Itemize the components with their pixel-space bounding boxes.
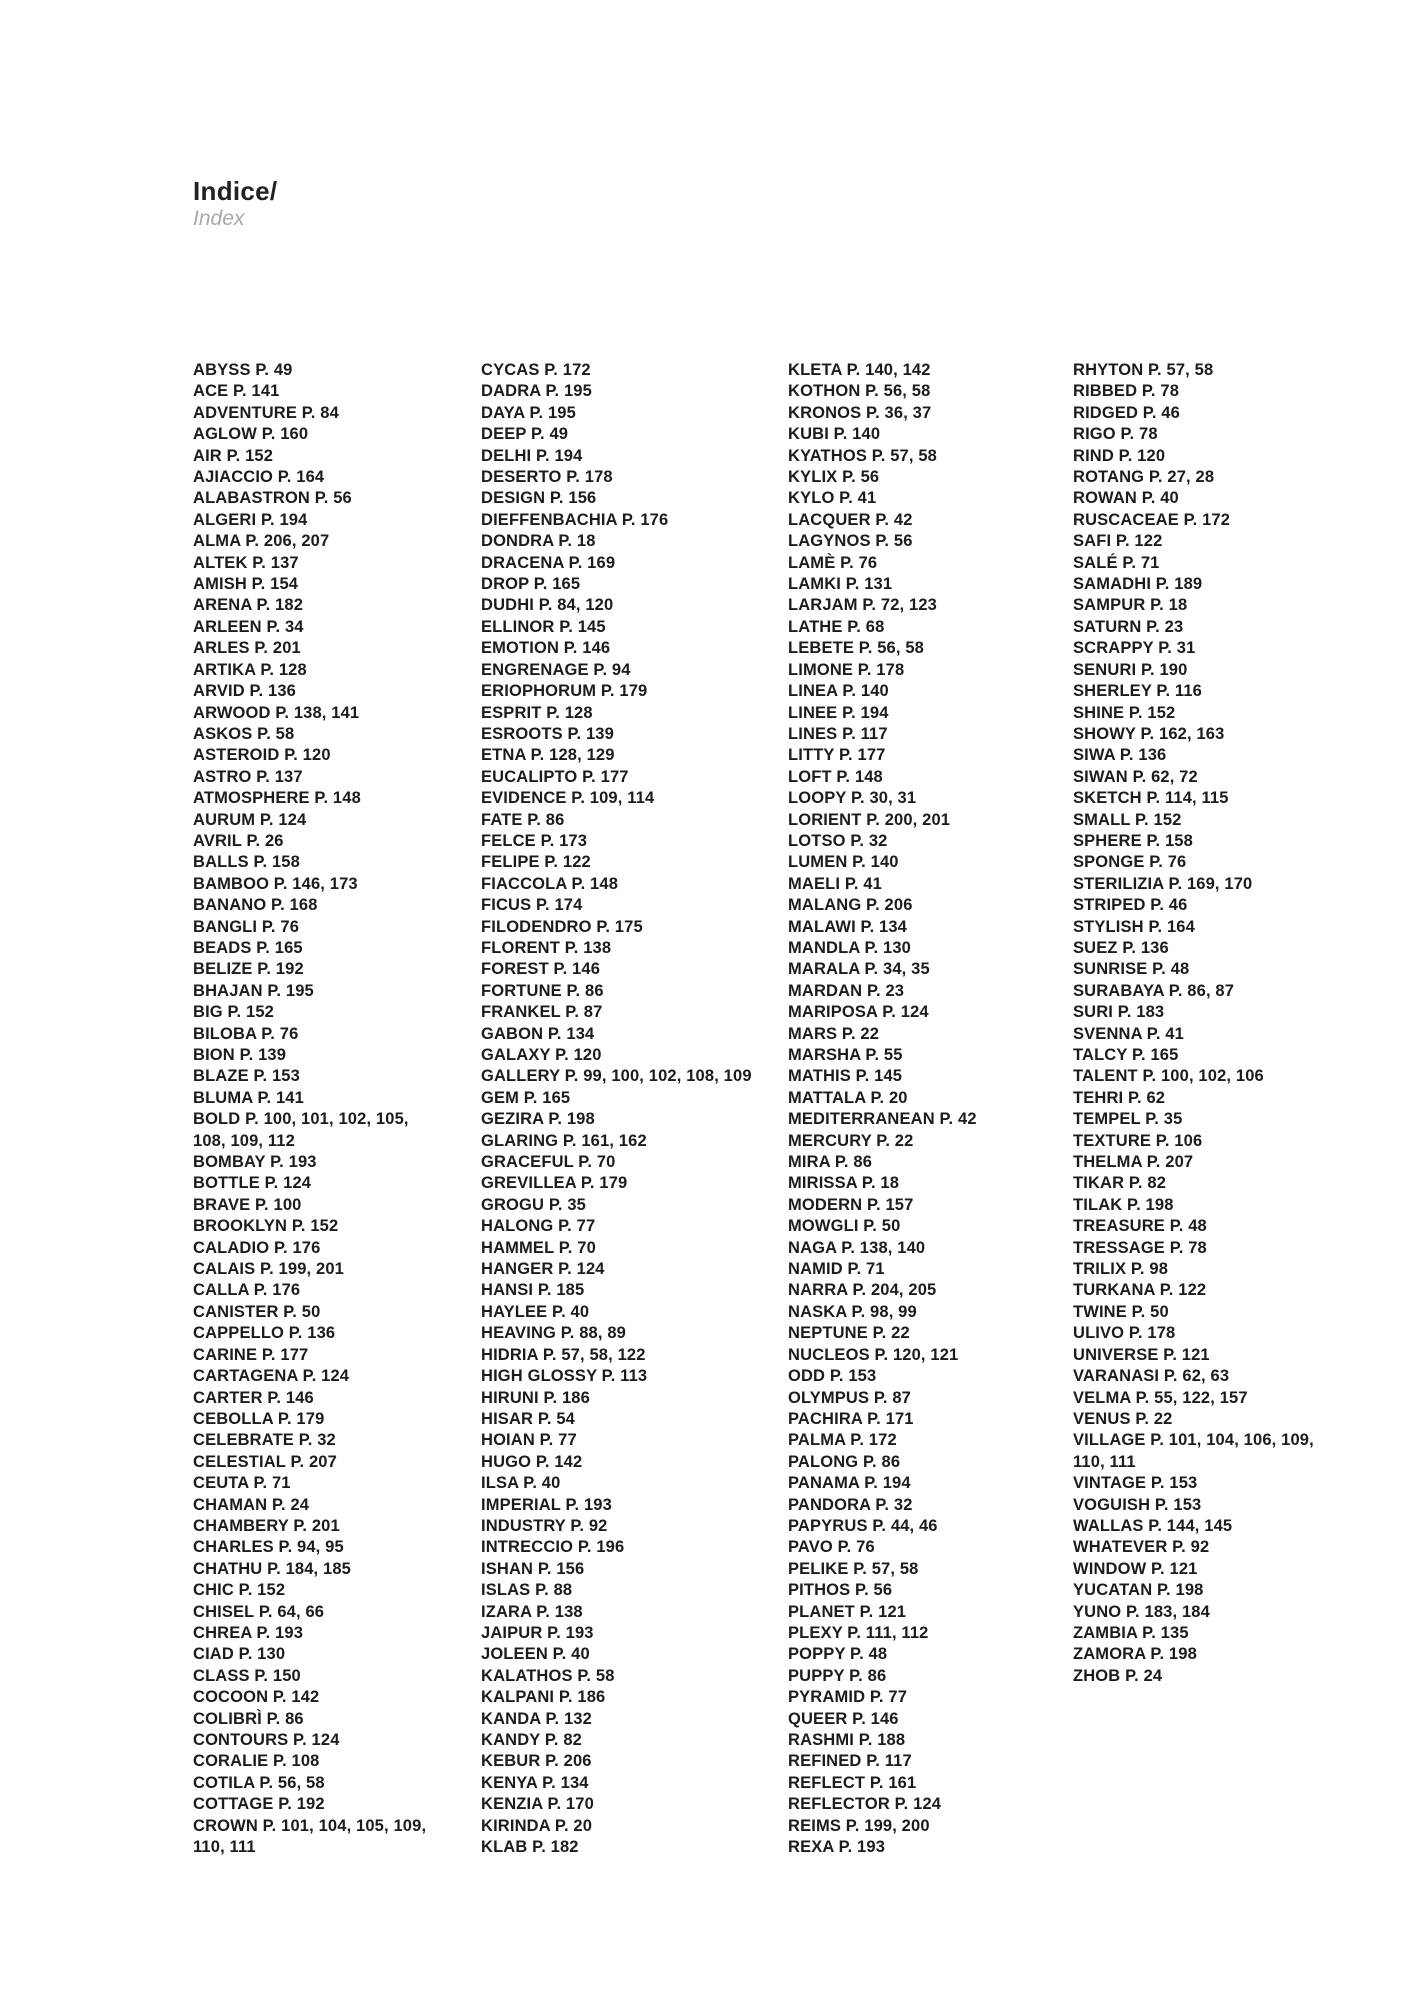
index-entry: INDUSTRY P. 92: [481, 1516, 608, 1535]
index-entry: GEM P. 165: [481, 1088, 571, 1107]
index-entry: SIWA P. 136: [1073, 746, 1167, 765]
index-entry: HISAR P. 54: [481, 1409, 575, 1428]
index-entry: MARIPOSA P. 124: [788, 1003, 929, 1022]
index-entry: PUPPY P. 86: [788, 1666, 887, 1685]
index-entry: CARINE P. 177: [193, 1345, 309, 1364]
index-entry: DAYA P. 195: [481, 403, 576, 422]
index-entry: CYCAS P. 172: [481, 361, 591, 379]
index-entry: HIDRIA P. 57, 58, 122: [481, 1345, 646, 1364]
index-entry: BOTTLE P. 124: [193, 1174, 312, 1193]
index-entry: BALLS P. 158: [193, 853, 300, 872]
index-entry: STERILIZIA P. 169, 170: [1073, 874, 1253, 893]
index-entry: JAIPUR P. 193: [481, 1623, 594, 1642]
index-entry: SAMADHI P. 189: [1073, 575, 1203, 594]
index-entry: LAMÈ P. 76: [788, 553, 878, 572]
index-entry: DELHI P. 194: [481, 446, 583, 465]
index-entry: PACHIRA P. 171: [788, 1409, 914, 1428]
index-entry: SAMPUR P. 18: [1073, 596, 1188, 615]
index-entry: KALPANI P. 186: [481, 1688, 606, 1707]
index-entry: REIMS P. 199, 200: [788, 1816, 930, 1835]
index-entry: KOTHON P. 56, 58: [788, 382, 931, 401]
index-entry: SUEZ P. 136: [1073, 938, 1169, 957]
index-entry: PAVO P. 76: [788, 1538, 875, 1557]
index-column-1: [193, 360, 438, 1858]
index-entry: LACQUER P. 42: [788, 510, 913, 529]
index-entry: CALLA P. 176: [193, 1281, 301, 1300]
index-entry: BRAVE P. 100: [193, 1195, 302, 1214]
index-entry: VARANASI P. 62, 63: [1073, 1367, 1230, 1386]
index-entry: SATURN P. 23: [1073, 617, 1184, 636]
index-header: [193, 176, 277, 232]
index-entry: KUBI P. 140: [788, 425, 881, 444]
index-entry: AURUM P. 124: [193, 810, 307, 829]
index-column-3: [788, 360, 1048, 1858]
index-entry: TALENT P. 100, 102, 106: [1073, 1067, 1264, 1086]
index-entry: FICUS P. 174: [481, 896, 583, 915]
index-entry: MEDITERRANEAN P. 42: [788, 1110, 977, 1129]
index-entry: SALÉ P. 71: [1073, 553, 1160, 572]
index-entry: ENGRENAGE P. 94: [481, 660, 631, 679]
index-entry: KENZIA P. 170: [481, 1795, 594, 1814]
index-entry: HUGO P. 142: [481, 1452, 583, 1471]
index-entry: PLANET P. 121: [788, 1602, 907, 1621]
index-entry: VINTAGE P. 153: [1073, 1474, 1198, 1493]
index-entry: STYLISH P. 164: [1073, 917, 1195, 936]
index-entry: TIKAR P. 82: [1073, 1174, 1167, 1193]
index-entry: DEEP P. 49: [481, 425, 569, 444]
index-column-2: [481, 360, 761, 1858]
index-entry: BELIZE P. 192: [193, 960, 304, 979]
index-entry: LOOPY P. 30, 31: [788, 789, 917, 808]
index-entry: ARVID P. 136: [193, 682, 296, 701]
index-entry: DESIGN P. 156: [481, 489, 597, 508]
index-entry: MALAWI P. 134: [788, 917, 908, 936]
index-entry: COCOON P. 142: [193, 1688, 320, 1707]
index-entry: HAYLEE P. 40: [481, 1302, 590, 1321]
index-entry: KEBUR P. 206: [481, 1752, 592, 1771]
index-entry: CALADIO P. 176: [193, 1238, 321, 1257]
index-entry: KYLO P. 41: [788, 489, 877, 508]
index-entry: YUCATAN P. 198: [1073, 1581, 1204, 1600]
index-entry: VILLAGE P. 101, 104, 106, 109, 110, 111: [1073, 1431, 1314, 1471]
index-entry: IMPERIAL P. 193: [481, 1495, 612, 1514]
index-entry: CHAMAN P. 24: [193, 1495, 310, 1514]
index-entry: CAPPELLO P. 136: [193, 1324, 336, 1343]
index-entry: CEUTA P. 71: [193, 1474, 291, 1493]
index-entry: MERCURY P. 22: [788, 1131, 914, 1150]
index-entry: MIRA P. 86: [788, 1153, 873, 1172]
index-entry: DADRA P. 195: [481, 382, 592, 401]
index-entry: HALONG P. 77: [481, 1217, 596, 1236]
index-entry: ACE P. 141: [193, 382, 280, 401]
index-entry: BEADS P. 165: [193, 938, 303, 957]
index-entry: LOFT P. 148: [788, 767, 883, 786]
index-entry: EUCALIPTO P. 177: [481, 767, 629, 786]
index-entry: BIG P. 152: [193, 1003, 274, 1022]
index-entry: SPONGE P. 76: [1073, 853, 1187, 872]
index-entry: VENUS P. 22: [1073, 1409, 1173, 1428]
index-entry: BAMBOO P. 146, 173: [193, 874, 358, 893]
index-entry: MARS P. 22: [788, 1024, 880, 1043]
index-entry: KYATHOS P. 57, 58: [788, 446, 937, 465]
index-entry: SMALL P. 152: [1073, 810, 1182, 829]
index-entry: LINEE P. 194: [788, 703, 889, 722]
index-entry: ALGERI P. 194: [193, 510, 308, 529]
index-entry: FORTUNE P. 86: [481, 981, 604, 1000]
index-entry: KLAB P. 182: [481, 1838, 579, 1857]
index-entry: LUMEN P. 140: [788, 853, 899, 872]
index-entry: KYLIX P. 56: [788, 468, 880, 487]
index-entry: NAMID P. 71: [788, 1260, 885, 1279]
index-entry: SURABAYA P. 86, 87: [1073, 981, 1235, 1000]
index-entry: PALMA P. 172: [788, 1431, 897, 1450]
index-entry: YUNO P. 183, 184: [1073, 1602, 1210, 1621]
index-entry: SHINE P. 152: [1073, 703, 1176, 722]
index-entry: CEBOLLA P. 179: [193, 1409, 325, 1428]
index-entry: CELESTIAL P. 207: [193, 1452, 337, 1471]
index-entry: MARALA P. 34, 35: [788, 960, 930, 979]
index-entry: CIAD P. 130: [193, 1645, 286, 1664]
index-entry: RUSCACEAE P. 172: [1073, 510, 1231, 529]
index-entry: LIMONE P. 178: [788, 660, 905, 679]
index-entry: ESPRIT P. 128: [481, 703, 593, 722]
index-entry: HANGER P. 124: [481, 1260, 605, 1279]
index-entry: EVIDENCE P. 109, 114: [481, 789, 655, 808]
index-entry: ERIOPHORUM P. 179: [481, 682, 648, 701]
index-entry: PAPYRUS P. 44, 46: [788, 1516, 938, 1535]
page-subtitle: Index: [193, 207, 245, 230]
index-entry: TURKANA P. 122: [1073, 1281, 1207, 1300]
index-entry: ARENA P. 182: [193, 596, 304, 615]
index-entry: ASTEROID P. 120: [193, 746, 331, 765]
index-entry: ARLEEN P. 34: [193, 617, 304, 636]
index-entry: TEXTURE P. 106: [1073, 1131, 1203, 1150]
index-entry: AVRIL P. 26: [193, 831, 284, 850]
page-title: Indice/: [193, 176, 278, 206]
index-entry: MARDAN P. 23: [788, 981, 905, 1000]
index-entry: STRIPED P. 46: [1073, 896, 1188, 915]
index-entry: COTTAGE P. 192: [193, 1795, 325, 1814]
index-entry: REFLECTOR P. 124: [788, 1795, 942, 1814]
index-entry: INTRECCIO P. 196: [481, 1538, 625, 1557]
index-entry: TEHRI P. 62: [1073, 1088, 1166, 1107]
index-entry: ASTRO P. 137: [193, 767, 303, 786]
index-entry: BLUMA P. 141: [193, 1088, 304, 1107]
index-entry: GROGU P. 35: [481, 1195, 586, 1214]
index-entry: KANDA P. 132: [481, 1709, 592, 1728]
index-entry: CALAIS P. 199, 201: [193, 1260, 344, 1279]
index-entry: ILSA P. 40: [481, 1474, 561, 1493]
index-entry: CHISEL P. 64, 66: [193, 1602, 325, 1621]
index-entry: CHREA P. 193: [193, 1623, 304, 1642]
index-entry: RHYTON P. 57, 58: [1073, 361, 1214, 379]
index-entry: LORIENT P. 200, 201: [788, 810, 951, 829]
index-entry: DIEFFENBACHIA P. 176: [481, 510, 669, 529]
index-entry: SENURI P. 190: [1073, 660, 1188, 679]
index-entry: FELIPE P. 122: [481, 853, 591, 872]
index-entry: CARTER P. 146: [193, 1388, 314, 1407]
index-entry: AIR P. 152: [193, 446, 274, 465]
index-entry: GREVILLEA P. 179: [481, 1174, 628, 1193]
index-entry: LARJAM P. 72, 123: [788, 596, 937, 615]
index-entry: ADVENTURE P. 84: [193, 403, 339, 422]
index-entry: HIRUNI P. 186: [481, 1388, 590, 1407]
index-entry: DONDRA P. 18: [481, 532, 596, 551]
index-entry: SVENNA P. 41: [1073, 1024, 1184, 1043]
index-entry: BLAZE P. 153: [193, 1067, 300, 1086]
index-entry: ALABASTRON P. 56: [193, 489, 352, 508]
index-entry: BANANO P. 168: [193, 896, 318, 915]
index-entry: ESROOTS P. 139: [481, 724, 614, 743]
index-entry: ETNA P. 128, 129: [481, 746, 615, 765]
index-entry: ZAMBIA P. 135: [1073, 1623, 1189, 1642]
index-entry: LITTY P. 177: [788, 746, 886, 765]
index-entry: CHARLES P. 94, 95: [193, 1538, 344, 1557]
index-entry: LATHE P. 68: [788, 617, 885, 636]
index-entry: PITHOS P. 56: [788, 1581, 893, 1600]
index-entry: POPPY P. 48: [788, 1645, 888, 1664]
index-entry: RIBBED P. 78: [1073, 382, 1180, 401]
index-entry: VOGUISH P. 153: [1073, 1495, 1202, 1514]
index-entry: WHATEVER P. 92: [1073, 1538, 1210, 1557]
index-entry: QUEER P. 146: [788, 1709, 899, 1728]
index-entry: MALANG P. 206: [788, 896, 913, 915]
index-entry: THELMA P. 207: [1073, 1153, 1194, 1172]
index-entry: NUCLEOS P. 120, 121: [788, 1345, 959, 1364]
index-entry: HIGH GLOSSY P. 113: [481, 1367, 648, 1386]
index-entry: MATHIS P. 145: [788, 1067, 903, 1086]
index-entry: BILOBA P. 76: [193, 1024, 299, 1043]
index-entry: FOREST P. 146: [481, 960, 601, 979]
index-entry: PYRAMID P. 77: [788, 1688, 908, 1707]
index-entry: RIND P. 120: [1073, 446, 1166, 465]
index-entry: ALMA P. 206, 207: [193, 532, 330, 551]
index-entry: BOMBAY P. 193: [193, 1153, 317, 1172]
index-entry: LAMKI P. 131: [788, 575, 893, 594]
index-entry: ALTEK P. 137: [193, 553, 299, 572]
index-entry: NARRA P. 204, 205: [788, 1281, 937, 1300]
index-entry: ATMOSPHERE P. 148: [193, 789, 361, 808]
index-entry: FIACCOLA P. 148: [481, 874, 619, 893]
index-entry: CHATHU P. 184, 185: [193, 1559, 351, 1578]
index-entry: ARTIKA P. 128: [193, 660, 307, 679]
index-entry: VELMA P. 55, 122, 157: [1073, 1388, 1248, 1407]
index-entry: CANISTER P. 50: [193, 1302, 321, 1321]
index-entry: WINDOW P. 121: [1073, 1559, 1198, 1578]
index-entry: HOIAN P. 77: [481, 1431, 577, 1450]
index-entry: TWINE P. 50: [1073, 1302, 1169, 1321]
index-entry: GLARING P. 161, 162: [481, 1131, 647, 1150]
index-entry: PANAMA P. 194: [788, 1474, 911, 1493]
index-entry: MODERN P. 157: [788, 1195, 914, 1214]
index-entry: CARTAGENA P. 124: [193, 1367, 350, 1386]
index-entry: GRACEFUL P. 70: [481, 1153, 616, 1172]
index-entry: TREASURE P. 48: [1073, 1217, 1207, 1236]
index-entry: OLYMPUS P. 87: [788, 1388, 912, 1407]
index-entry: PELIKE P. 57, 58: [788, 1559, 919, 1578]
index-entry: NAGA P. 138, 140: [788, 1238, 926, 1257]
index-entry: KENYA P. 134: [481, 1773, 589, 1792]
index-entry: SPHERE P. 158: [1073, 831, 1193, 850]
index-entry: DROP P. 165: [481, 575, 581, 594]
index-entry: REFLECT P. 161: [788, 1773, 917, 1792]
index-entry: KANDY P. 82: [481, 1731, 583, 1749]
index-entry: FELCE P. 173: [481, 831, 588, 850]
index-entry: MARSHA P. 55: [788, 1046, 903, 1064]
index-entry: BION P. 139: [193, 1046, 287, 1064]
index-entry: SUNRISE P. 48: [1073, 960, 1190, 979]
index-entry: NEPTUNE P. 22: [788, 1324, 910, 1343]
index-entry: RIDGED P. 46: [1073, 403, 1180, 422]
index-entry: LAGYNOS P. 56: [788, 532, 913, 551]
index-entry: GABON P. 134: [481, 1024, 595, 1043]
index-entry: KLETA P. 140, 142: [788, 361, 931, 379]
index-entry: KRONOS P. 36, 37: [788, 403, 932, 422]
index-entry: PLEXY P. 111, 112: [788, 1623, 929, 1642]
index-entry: TALCY P. 165: [1073, 1046, 1179, 1064]
index-entry: PANDORA P. 32: [788, 1495, 913, 1514]
index-entry: FATE P. 86: [481, 810, 565, 829]
index-entry: MAELI P. 41: [788, 874, 882, 893]
index-entry: ODD P. 153: [788, 1367, 877, 1386]
index-entry: ABYSS P. 49: [193, 361, 293, 379]
index-entry: ZAMORA P. 198: [1073, 1645, 1197, 1664]
index-entry: ASKOS P. 58: [193, 724, 295, 743]
index-entry: ELLINOR P. 145: [481, 617, 606, 636]
index-entry: TRILIX P. 98: [1073, 1260, 1169, 1279]
index-entry: CHIC P. 152: [193, 1581, 286, 1600]
index-entry: ARWOOD P. 138, 141: [193, 703, 360, 722]
index-entry: RIGO P. 78: [1073, 425, 1158, 444]
index-entry: RASHMI P. 188: [788, 1731, 906, 1749]
index-entry: TRESSAGE P. 78: [1073, 1238, 1207, 1257]
index-entry: CONTOURS P. 124: [193, 1731, 340, 1749]
index-entry: TEMPEL P. 35: [1073, 1110, 1183, 1129]
index-entry: CHAMBERY P. 201: [193, 1516, 340, 1535]
index-entry: BHAJAN P. 195: [193, 981, 314, 1000]
index-entry: GALAXY P. 120: [481, 1046, 602, 1064]
index-entry: ROWAN P. 40: [1073, 489, 1179, 508]
index-entry: FILODENDRO P. 175: [481, 917, 643, 936]
index-entry: PALONG P. 86: [788, 1452, 901, 1471]
index-entry: SAFI P. 122: [1073, 532, 1163, 551]
index-entry: ISLAS P. 88: [481, 1581, 573, 1600]
index-column-4: [1073, 360, 1333, 1687]
index-entry: DRACENA P. 169: [481, 553, 616, 572]
index-entry: ULIVO P. 178: [1073, 1324, 1176, 1343]
index-entry: REXA P. 193: [788, 1838, 886, 1857]
index-entry: TILAK P. 198: [1073, 1195, 1174, 1214]
index-entry: GEZIRA P. 198: [481, 1110, 595, 1129]
index-entry: ISHAN P. 156: [481, 1559, 585, 1578]
index-entry: LINEA P. 140: [788, 682, 889, 701]
index-entry: REFINED P. 117: [788, 1752, 912, 1771]
index-entry: MOWGLI P. 50: [788, 1217, 901, 1236]
index-entry: MIRISSA P. 18: [788, 1174, 900, 1193]
index-entry: DESERTO P. 178: [481, 468, 613, 487]
index-entry: CROWN P. 101, 104, 105, 109, 110, 111: [193, 1816, 427, 1857]
index-entry: SIWAN P. 62, 72: [1073, 767, 1198, 786]
index-entry: KIRINDA P. 20: [481, 1816, 593, 1835]
index-entry: AMISH P. 154: [193, 575, 299, 594]
index-entry: COTILA P. 56, 58: [193, 1773, 325, 1792]
index-entry: HEAVING P. 88, 89: [481, 1324, 627, 1343]
index-entry: NASKA P. 98, 99: [788, 1302, 917, 1321]
index-entry: AGLOW P. 160: [193, 425, 309, 444]
index-entry: FLORENT P. 138: [481, 938, 612, 957]
index-entry: HANSI P. 185: [481, 1281, 585, 1300]
index-entry: UNIVERSE P. 121: [1073, 1345, 1210, 1364]
index-entry: LINES P. 117: [788, 724, 888, 743]
index-entry: AJIACCIO P. 164: [193, 468, 325, 487]
index-entry: MATTALA P. 20: [788, 1088, 908, 1107]
index-entry: SCRAPPY P. 31: [1073, 639, 1196, 658]
index-entry: CLASS P. 150: [193, 1666, 301, 1685]
index-entry: LOTSO P. 32: [788, 831, 888, 850]
index-entry: BROOKLYN P. 152: [193, 1217, 339, 1236]
index-entry: GALLERY P. 99, 100, 102, 108, 109: [481, 1067, 752, 1086]
index-entry: SURI P. 183: [1073, 1003, 1165, 1022]
index-entry: JOLEEN P. 40: [481, 1645, 590, 1664]
index-entry: FRANKEL P. 87: [481, 1003, 603, 1022]
index-entry: ZHOB P. 24: [1073, 1666, 1163, 1685]
index-entry: BANGLI P. 76: [193, 917, 300, 936]
index-entry: EMOTION P. 146: [481, 639, 611, 658]
index-entry: CORALIE P. 108: [193, 1752, 320, 1771]
index-entry: SHERLEY P. 116: [1073, 682, 1202, 701]
index-entry: LEBETE P. 56, 58: [788, 639, 924, 658]
index-entry: SKETCH P. 114, 115: [1073, 789, 1229, 808]
index-entry: DUDHI P. 84, 120: [481, 596, 614, 615]
index-entry: IZARA P. 138: [481, 1602, 583, 1621]
index-entry: KALATHOS P. 58: [481, 1666, 615, 1685]
index-entry: MANDLA P. 130: [788, 938, 911, 957]
index-entry: COLIBRÌ P. 86: [193, 1709, 304, 1728]
index-entry: ROTANG P. 27, 28: [1073, 468, 1215, 487]
index-entry: HAMMEL P. 70: [481, 1238, 596, 1257]
index-entry: SHOWY P. 162, 163: [1073, 724, 1225, 743]
index-entry: BOLD P. 100, 101, 102, 105, 108, 109, 112: [193, 1110, 409, 1150]
index-entry: WALLAS P. 144, 145: [1073, 1516, 1233, 1535]
index-entry: CELEBRATE P. 32: [193, 1431, 336, 1450]
index-entry: ARLES P. 201: [193, 639, 301, 658]
